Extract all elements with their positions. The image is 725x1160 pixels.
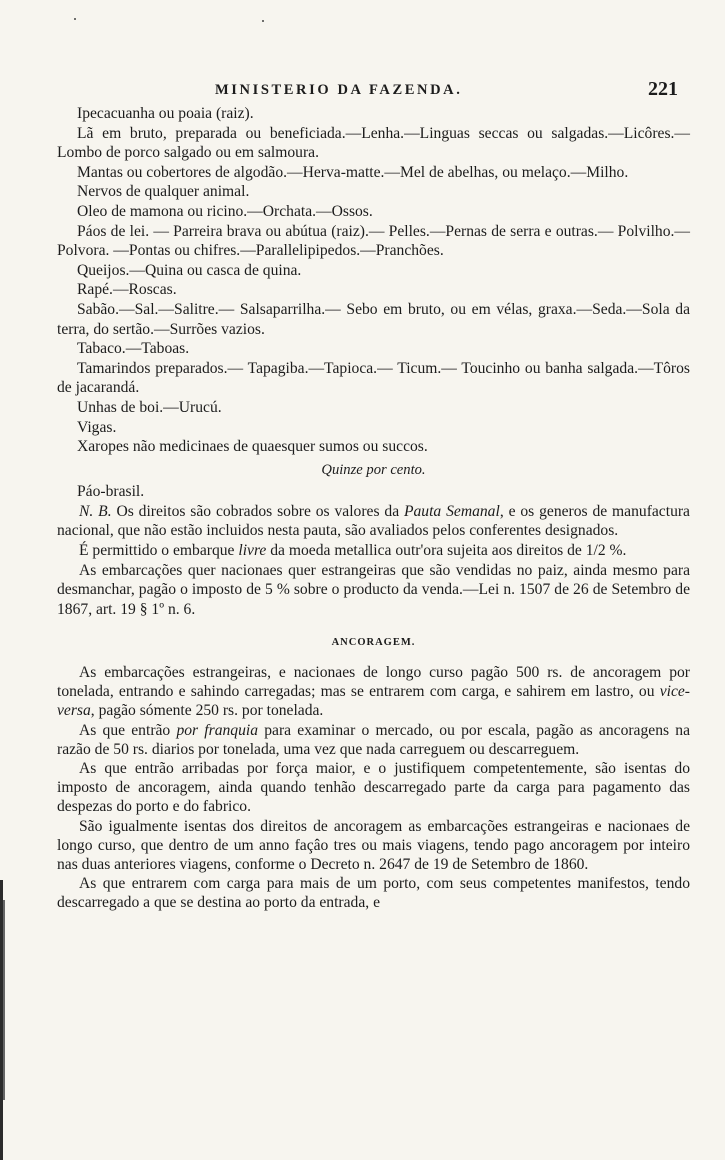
- list-item: Queijos.—Quina ou casca de quina.: [77, 261, 302, 279]
- list-item: Nervos de qualquer animal.: [77, 183, 250, 201]
- ancoragem-paragraph: [57, 721, 690, 759]
- list-item: Vigas.: [77, 418, 117, 436]
- list-item: Páos de lei. — Parreira brava ou abútua (raiz).— Pelles.—Pernas de serra e outras.— Polvilho.—Polvora. —Pontas ou chifres.—Parallelipipedos.—Pranchões.: [57, 222, 690, 260]
- list-item: Ipecacuanha ou poaia (raiz).: [77, 105, 254, 122]
- pauta-semanal: Pauta Semanal: [403, 502, 500, 520]
- livre-word: livre: [238, 542, 267, 560]
- paragraph-text: para examinar o mercado, ou por escala, pagão as ancoragens na razão de 50 rs. diarios por tonelada, uma vez que nada carreguem ou descarreguem.: [57, 721, 690, 758]
- section-title-quinze: Quinze por cento.: [321, 461, 426, 478]
- paragraph-text: As embarcações estrangeiras, e nacionaes de longo curso pagão 500 rs. de ancoragem por tonelada, entrando e sahindo carregadas; mas se entrarem com carga, e sahirem em lastro, ou: [57, 664, 690, 701]
- nb-text: Os direitos são cobrados sobre os valores da: [111, 502, 404, 520]
- binding-edge-shadow: [0, 880, 12, 1160]
- list-item: Oleo de mamona ou ricino.—Orchata.—Ossos.: [77, 202, 373, 220]
- paragraph-text: , pagão sómente 250 rs. por tonelada.: [90, 702, 324, 720]
- list-item: Sabão.—Sal.—Salitre.— Salsaparrilha.— Sebo em bruto, ou em vélas, graxa.—Seda.—Sola da terra, do sertão.—Surrões vazios.: [57, 300, 690, 338]
- franquia-word: por franquia: [176, 721, 259, 739]
- list-item: Mantas ou cobertores de algodão.—Herva-matte.—Mel de abelhas, ou melaço.—Milho.: [77, 163, 629, 181]
- ancoragem-paragraph: [57, 663, 690, 721]
- vice-versa-word: vice-versa: [57, 683, 690, 720]
- section-heading-ancoragem: ANCORAGEM.: [331, 637, 416, 649]
- nb-text: , e os generos de manufactura nacional, que não estão incluidos nesta pauta, são avaliados pelos conferentes designados.: [57, 502, 690, 540]
- list-item: Tabaco.—Taboas.: [77, 340, 190, 358]
- paragraph-text: As que entrão: [79, 721, 177, 739]
- ancoragem-paragraph: São igualmente isentas dos direitos de ancoragem as embarcações estrangeiras e nacionaes de longo curso, que dentro de um anno façâo tres ou mais viagens, tendo pago ancoragem por inteiro nas duas anteriores viagens, conforme o Decreto n. 2647 de 19 de Setembro de 1860.: [57, 817, 690, 874]
- list-item: Páo-brasil.: [77, 483, 145, 501]
- list-item: Unhas de boi.—Urucú.: [77, 398, 222, 416]
- embarcacoes-paragraph: As embarcações quer nacionaes quer estrangeiras que são vendidas no paiz, ainda mesmo para desmanchar, pagão o imposto de 5 % sobre o producto da venda.—Lei n. 1507 de 26 de Setembro de 1867, art. 19 § 1º n. 6.: [57, 561, 690, 618]
- print-speck: [262, 20, 264, 22]
- ancoragem-paragraph: As que entrão arribadas por força maior, e o justifiquem competentemente, são isentas do imposto de ancoragem, ainda quando tenhão descarregado parte da carga para pagamento das despezas do porto e do fabrico.: [57, 760, 690, 816]
- ancoragem-paragraph: As que entrarem com carga para mais de um porto, com seus competentes manifestos, tendo descarregado a que se destina ao porto da entrada, e: [57, 875, 690, 912]
- nb-label: N. B.: [79, 502, 112, 520]
- permitido-paragraph: [57, 541, 690, 561]
- permitido-text: da moeda metallica outr'ora sujeita aos direitos de 1/2 %.: [266, 542, 627, 560]
- ancoragem-section: [57, 633, 690, 912]
- permitido-text: É permittido o embarque: [79, 542, 239, 560]
- page-number: 221: [648, 78, 678, 100]
- page-body: [57, 104, 690, 913]
- print-speck: [74, 18, 76, 20]
- list-item: Xaropes não medicinaes de quaesquer sumos ou succos.: [77, 438, 428, 456]
- list-item: Tamarindos preparados.— Tapagiba.—Tapioca.— Ticum.— Toucinho ou banha salgada.—Tôros de jacarandá.: [57, 359, 690, 397]
- nb-paragraph: [57, 502, 690, 541]
- list-item: Lã em bruto, preparada ou beneficiada.—Lenha.—Linguas seccas ou salgadas.—Licôres.—Lombo de porco salgado ou em salmoura.: [57, 124, 690, 162]
- list-item: Rapé.—Roscas.: [77, 281, 177, 299]
- running-head: MINISTERIO DA FAZENDA.: [215, 82, 463, 98]
